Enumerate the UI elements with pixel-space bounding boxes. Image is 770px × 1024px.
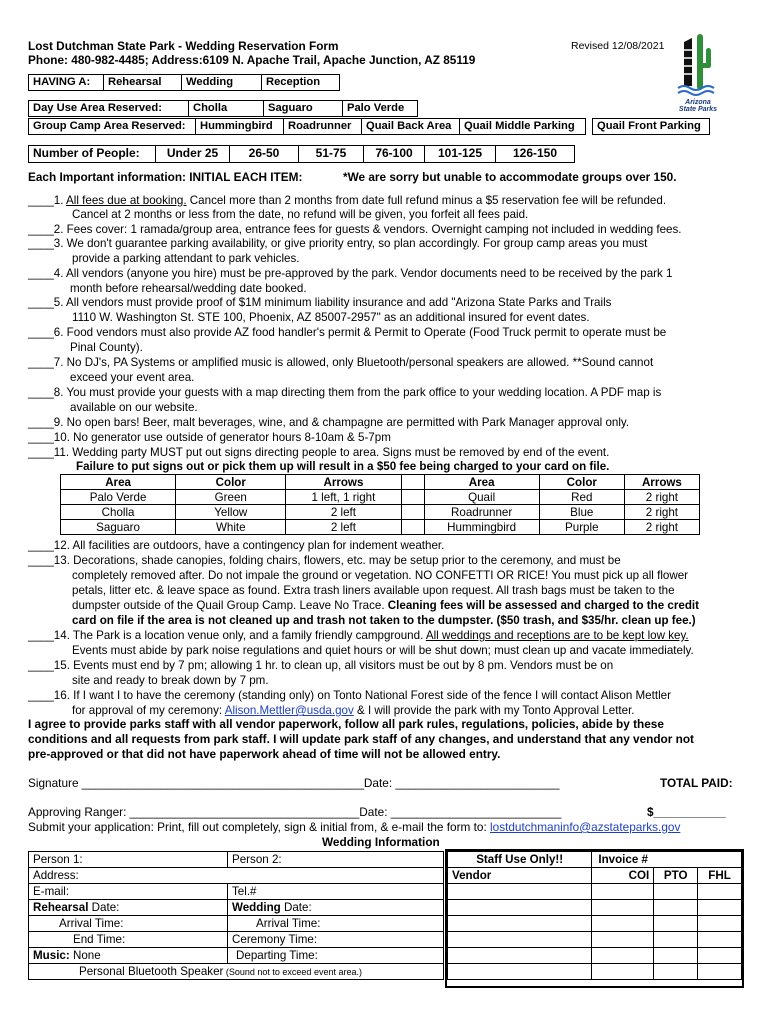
day-use-palo-verde[interactable]: Palo Verde — [342, 100, 418, 117]
table-row — [448, 852, 742, 868]
people-26-50[interactable]: 26-50 — [229, 145, 299, 163]
logo-text-1: Arizona — [685, 99, 711, 106]
coi-cell[interactable] — [592, 948, 654, 964]
signs-cell: Yellow — [176, 505, 286, 520]
table-row — [29, 948, 444, 964]
important-heading: Each Important information: INITIAL EACH ITEM: — [28, 170, 303, 184]
item-7-line-b: exceed your event area. — [70, 371, 195, 384]
signs-cell: White — [176, 520, 286, 535]
item-8-line-a: ____8. You must provide your guests with a map directing them from the park office to your wedding location. A PDF map is — [28, 386, 662, 399]
item-5-line-b: 1110 W. Washington St. STE 100, Phoenix, AZ 85007-2957" as an additional insured for event dates. — [72, 311, 590, 324]
item-12: ____12. All facilities are outdoors, have a contingency plan for indement weather. — [28, 539, 445, 552]
having-label: HAVING A: — [28, 74, 104, 91]
pto-cell[interactable] — [654, 916, 698, 932]
fhl-cell[interactable] — [698, 932, 742, 948]
group-camp-quail-back[interactable]: Quail Back Area — [361, 118, 460, 135]
table-row — [448, 932, 742, 948]
item-13-line-d: dumpster outside of the Quail Group Camp. Leave No Trace. Cleaning fees will be assessed and charged to the credit — [72, 599, 699, 612]
coi-cell[interactable] — [592, 964, 654, 980]
people-101-125[interactable]: 101-125 — [424, 145, 496, 163]
signs-header-area-2: Area — [424, 475, 539, 490]
day-use-label: Day Use Area Reserved: — [28, 100, 189, 117]
wedding-info-table — [28, 851, 444, 980]
table-row — [448, 916, 742, 932]
fhl-cell[interactable] — [698, 900, 742, 916]
signs-spacer — [401, 520, 424, 535]
table-row — [29, 900, 444, 916]
invoice-field[interactable]: Invoice # — [592, 852, 742, 868]
signs-spacer — [401, 490, 424, 505]
signs-cell: Green — [176, 490, 286, 505]
vendor-cell[interactable] — [448, 916, 592, 932]
group-camp-quail-middle[interactable]: Quail Middle Parking — [459, 118, 586, 135]
coi-header: COI — [592, 868, 654, 884]
having-reception[interactable]: Reception — [261, 74, 340, 91]
park-email-link[interactable]: lostdutchmaninfo@azstateparks.gov — [490, 820, 681, 834]
wedding-date-field[interactable]: Wedding Date: — [228, 900, 444, 916]
signs-cell: Saguaro — [61, 520, 176, 535]
item-1-line-b: Cancel at 2 months or less from the date, no refund will be given, you forfeit all fees paid. — [72, 208, 529, 221]
people-label: Number of People: — [28, 145, 156, 163]
signs-cell: Palo Verde — [61, 490, 176, 505]
people-under-25[interactable]: Under 25 — [155, 145, 230, 163]
rehearsal-end-field[interactable]: End Time: — [29, 932, 228, 948]
pto-header: PTO — [654, 868, 698, 884]
revised-date: Revised 12/08/2021 — [571, 40, 665, 52]
item-11-failure-note: Failure to put signs out or pick them up will result in a $50 fee being charged to your card on file. — [76, 460, 610, 473]
item-13-line-b: completely removed after. Do not impale the ground or vegetation. NO CONFETTI OR RICE! You must pick up all flower — [72, 569, 689, 582]
alison-email-link[interactable]: Alison.Mettler@usda.gov — [224, 704, 354, 717]
signs-cell: Purple — [539, 520, 624, 535]
signs-spacer — [401, 475, 424, 490]
item-4-line-b: month before rehearsal/wedding date booked. — [70, 282, 307, 295]
table-row — [448, 868, 742, 884]
table-row — [61, 490, 700, 505]
item-4-line-a: ____4. All vendors (anyone you hire) must be pre-approved by the park. Vendor documents need to be received by the park 1 — [28, 267, 673, 280]
signs-cell: Red — [539, 490, 624, 505]
submit-instructions: Submit your application: Print, fill out completely, sign & initial from, & e-mail the form to: lostdutchmaninfo@azstateparks.gov — [28, 820, 681, 834]
signs-cell: Blue — [539, 505, 624, 520]
signs-header-arrows-2: Arrows — [624, 475, 699, 490]
total-paid-label: TOTAL PAID: — [660, 776, 733, 790]
signs-cell: 2 right — [624, 490, 699, 505]
person-2-field[interactable]: Person 2: — [228, 852, 444, 868]
group-camp-roadrunner[interactable]: Roadrunner — [283, 118, 362, 135]
agreement-line-1: I agree to provide parks staff with all vendor paperwork, follow all park rules, regulations, policies, abide by these — [28, 717, 664, 731]
rehearsal-date-field[interactable]: Rehearsal Date: — [29, 900, 228, 916]
item-6-line-b: Pinal County). — [70, 341, 143, 354]
contact-line: Phone: 480-982-4485; Address:6109 N. Apache Trail, Apache Junction, AZ 85119 — [28, 53, 476, 67]
item-5-line-a: ____5. All vendors must provide proof of $1M minimum liability insurance and add "Arizona State Parks and Trails — [28, 296, 612, 309]
table-row — [61, 520, 700, 535]
people-126-150[interactable]: 126-150 — [495, 145, 575, 163]
total-paid-field[interactable]: $___________ — [647, 805, 726, 819]
table-row — [29, 868, 444, 884]
item-10: ____10. No generator use outside of generator hours 8-10am & 5-7pm — [28, 431, 391, 444]
table-row — [448, 900, 742, 916]
agreement-text — [28, 717, 694, 762]
item-16-line-a: ____16. If I want I to have the ceremony (standing only) on Tonto National Forest side of the fence I will contact Alison Mettler — [28, 689, 671, 702]
rehearsal-arrival-field[interactable]: Arrival Time: — [29, 916, 228, 932]
address-field[interactable]: Address: — [29, 868, 444, 884]
day-use-cholla[interactable]: Cholla — [188, 100, 264, 117]
coi-cell[interactable] — [592, 900, 654, 916]
signs-cell: 2 left — [286, 505, 401, 520]
signs-table — [60, 474, 700, 535]
item-13-line-c: petals, litter etc. & leave space as found. Extra trash liners available upon request. All trash bags must be taken to the — [72, 584, 675, 597]
item-7-line-a: ____7. No DJ's, PA Systems or amplified music is allowed, only Bluetooth/personal speakers are allowed. **Sound cannot — [28, 356, 654, 369]
fhl-cell[interactable] — [698, 948, 742, 964]
wedding-arrival-field[interactable]: Arrival Time: — [228, 916, 444, 932]
item-2: ____2. Fees cover: 1 ramada/group area, entrance fees for guests & vendors. Overnight camping not included in wedding fees. — [28, 223, 682, 236]
important-note: *We are sorry but unable to accommodate groups over 150. — [343, 170, 677, 184]
items-list-2 — [28, 538, 748, 718]
coi-cell[interactable] — [592, 916, 654, 932]
coi-cell[interactable] — [592, 884, 654, 900]
item-13-line-a: ____13. Decorations, shade canopies, folding chairs, flowers, etc. may be setup prior to the ceremony, and must be — [28, 554, 621, 567]
staff-use-title: Staff Use Only!! — [448, 852, 592, 868]
signs-spacer — [401, 505, 424, 520]
agreement-line-2: conditions and all requests from park staff. I will update park staff of any changes, and understand that any vendor not — [28, 732, 694, 746]
item-15-line-b: site and ready to break down by 7 pm. — [72, 674, 269, 687]
having-rehearsal[interactable]: Rehearsal — [103, 74, 182, 91]
signs-cell: 2 left — [286, 520, 401, 535]
pto-cell[interactable] — [654, 884, 698, 900]
vendor-header: Vendor — [448, 868, 592, 884]
fhl-cell[interactable] — [698, 884, 742, 900]
item-3-line-a: ____3. We don't guarantee parking availability, or give priority entry, so plan accordingly. For group camp areas you must — [28, 237, 648, 250]
fhl-cell[interactable] — [698, 916, 742, 932]
logo-text-2: State Parks — [678, 106, 718, 113]
table-row — [29, 964, 444, 980]
item-14-line-b: Events must abide by park noise regulations and quiet hours or will be shut down; must clean up and vacate immediately. — [72, 644, 694, 657]
signs-cell: Hummingbird — [424, 520, 539, 535]
item-11: ____11. Wedding party MUST put out signs directing people to area. Signs must be removed by end of the event. — [28, 446, 610, 459]
item-14-line-a: ____14. The Park is a location venue only, and a family friendly campground. All weddings and receptions are to be kept low key. — [28, 629, 689, 642]
arizona-state-parks-logo — [670, 30, 726, 113]
signs-cell: 1 left, 1 right — [286, 490, 401, 505]
music-field[interactable]: Music: None — [29, 948, 228, 964]
table-row — [448, 948, 742, 964]
item-3-line-b: provide a parking attendant to park vehicles. — [72, 252, 300, 265]
pto-cell[interactable] — [654, 900, 698, 916]
table-row — [29, 852, 444, 868]
table-row — [448, 884, 742, 900]
signs-header-area: Area — [61, 475, 176, 490]
fhl-header: FHL — [698, 868, 742, 884]
signs-header-color-2: Color — [539, 475, 624, 490]
agreement-line-3: pre-approved or that did not have paperwork ahead of time will not be allowed entry. — [28, 747, 501, 761]
group-camp-label: Group Camp Area Reserved: — [28, 118, 196, 135]
staff-use-table — [447, 851, 742, 980]
signs-cell: 2 right — [624, 520, 699, 535]
coi-cell[interactable] — [592, 932, 654, 948]
pto-cell[interactable] — [654, 932, 698, 948]
people-51-75[interactable]: 51-75 — [298, 145, 364, 163]
approving-ranger-line[interactable]: Approving Ranger: ___________________________________Date: __________________________ — [28, 805, 562, 819]
signs-cell: Cholla — [61, 505, 176, 520]
table-row — [448, 964, 742, 980]
item-8-line-b: available on our website. — [70, 401, 198, 414]
item-9: ____9. No open bars! Beer, malt beverages, wine, and & champagne are permitted with Park Manager approval only. — [28, 416, 630, 429]
ceremony-time-field[interactable]: Ceremony Time: — [228, 932, 444, 948]
email-field[interactable]: E-mail: — [29, 884, 228, 900]
person-1-field[interactable]: Person 1: — [29, 852, 228, 868]
speaker-field[interactable]: Personal Bluetooth Speaker (Sound not to exceed event area.) — [29, 964, 444, 980]
vendor-cell[interactable] — [448, 948, 592, 964]
group-camp-hummingbird[interactable]: Hummingbird — [195, 118, 284, 135]
vendor-cell[interactable] — [448, 932, 592, 948]
signs-cell: Quail — [424, 490, 539, 505]
wedding-info-title: Wedding Information — [322, 835, 440, 849]
item-13-line-e: card on file if the area is not cleaned up and trash not taken to the dumpster. ($50 trash, and $35/hr. clean up fee.) — [72, 614, 696, 627]
signs-cell: 2 right — [624, 505, 699, 520]
table-row — [61, 505, 700, 520]
vendor-cell[interactable] — [448, 884, 592, 900]
tel-field[interactable]: Tel.# — [228, 884, 444, 900]
fhl-cell[interactable] — [698, 964, 742, 980]
group-camp-quail-front[interactable]: Quail Front Parking — [592, 118, 710, 135]
table-row — [29, 884, 444, 900]
item-15-line-a: ____15. Events must end by 7 pm; allowing 1 hr. to clean up, all visitors must be out by 8 pm. Vendors must be on — [28, 659, 614, 672]
departing-time-field[interactable]: Departing Time: — [228, 948, 444, 964]
signs-header-arrows: Arrows — [286, 475, 401, 490]
people-76-100[interactable]: 76-100 — [363, 145, 425, 163]
signature-line[interactable]: Signature ___________________________________________Date: _________________________ — [28, 776, 560, 790]
vendor-cell[interactable] — [448, 900, 592, 916]
vendor-cell[interactable] — [448, 964, 592, 980]
saguaro-cactus-icon — [670, 30, 726, 96]
signs-cell: Roadrunner — [424, 505, 539, 520]
signs-table-header — [61, 475, 700, 490]
pto-cell[interactable] — [654, 964, 698, 980]
item-1-line-a: ____1. All fees due at booking. Cancel more than 2 months from date full refund minus a $5 reservation fee will be refunded. — [28, 194, 667, 207]
signs-header-color: Color — [176, 475, 286, 490]
table-row — [29, 916, 444, 932]
item-6-line-a: ____6. Food vendors must also provide AZ food handler's permit & Permit to Operate (Food Truck permit to operate must be — [28, 326, 667, 339]
having-wedding[interactable]: Wedding — [181, 74, 262, 91]
pto-cell[interactable] — [654, 948, 698, 964]
item-16-line-b: for approval of my ceremony: Alison.Mettler@usda.gov & I will provide the park with my Tonto Approval Letter. — [72, 704, 635, 717]
day-use-saguaro[interactable]: Saguaro — [263, 100, 343, 117]
form-title: Lost Dutchman State Park - Wedding Reservation Form — [28, 39, 339, 53]
table-row — [29, 932, 444, 948]
